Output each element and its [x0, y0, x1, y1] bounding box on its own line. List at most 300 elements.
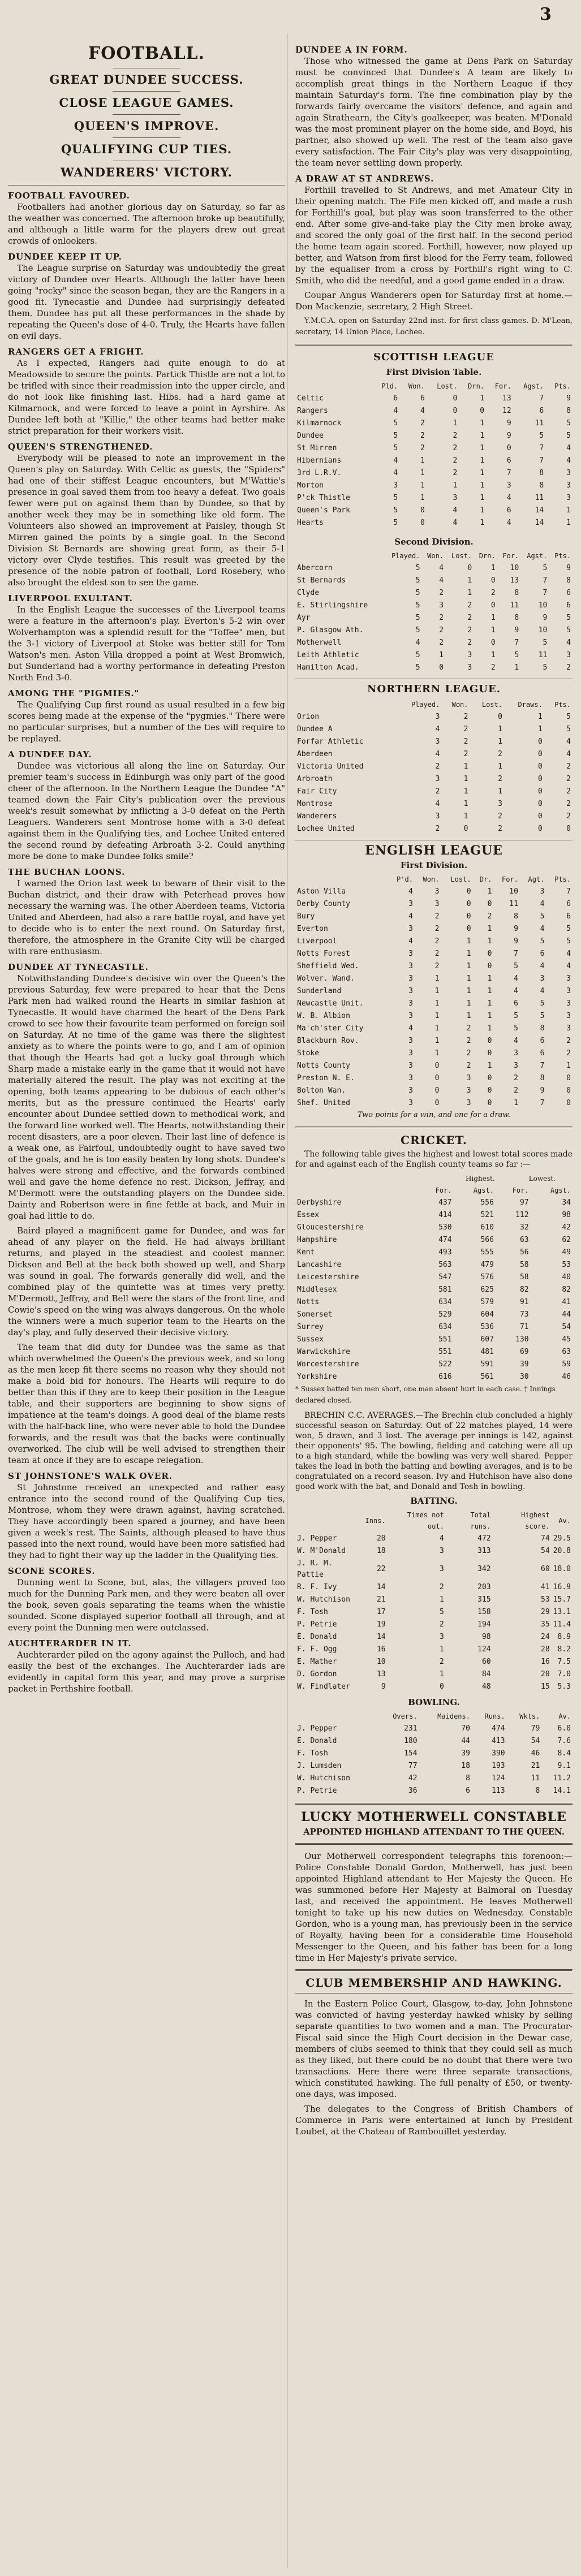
table-cell: Derby County: [297, 900, 350, 908]
table-header-cell: Pts.: [554, 701, 571, 709]
section-title: FOOTBALL FAVOURED.: [8, 191, 131, 201]
table-cell: 77: [408, 1762, 418, 1770]
table-cell: 54: [562, 1323, 571, 1331]
table-row: [295, 1309, 573, 1321]
table-cell: 20: [541, 1670, 550, 1679]
table-cell: Notts County: [297, 1062, 350, 1070]
table-cell: 1: [434, 1024, 440, 1033]
table-cell: 579: [480, 1298, 494, 1306]
table-cell: 625: [480, 1285, 494, 1294]
table-cell: 1: [466, 999, 471, 1008]
table-cell: 5: [540, 1012, 545, 1020]
table-cell: 5: [566, 925, 571, 933]
table-cell: 7: [539, 394, 544, 403]
table-cell: 1: [463, 787, 468, 796]
constable-text: Our Motherwell correspondent telegraphs this forenoon:—Police Constable Donald Gordon, Motherwell, has just been appointed Highland attendant to Her Majesty the Queen. He was summoned before Her Majesty at Balmoral on Tuesday last, and received the appointment. He leaves Motherwell tonight to take up his new duties on Wednesday. Constable Gordon, who is a young man, has previously been in the service of Royalty, having been for a considerable time Household Messenger to the Queen, and his father has been for a long time in Her Majesty's private service.: [295, 1851, 573, 1963]
table-cell: Warwickshire: [297, 1348, 350, 1356]
section-title: DUNDEE AT TYNECASTLE.: [8, 962, 149, 972]
table-cell: Hampshire: [297, 1236, 337, 1244]
table-cell: 0: [463, 825, 468, 833]
table-row: [295, 1010, 573, 1022]
table-row: [295, 810, 573, 823]
table-cell: 40: [562, 1273, 571, 1281]
table-cell: 2: [420, 419, 425, 428]
highest-header: Highest.: [466, 1175, 495, 1183]
table-cell: 0: [566, 1099, 571, 1107]
table-cell: 0: [434, 1074, 440, 1082]
table-cell: 154: [404, 1749, 418, 1758]
table-cell: 4: [566, 737, 571, 746]
table-cell: 49: [562, 1248, 571, 1257]
table-cell: 18: [461, 1762, 470, 1770]
table-header-cell: Pts.: [554, 875, 571, 883]
section-text: Notwithstanding Dundee's decisive win over the Queen's the previous Saturday, few were prepared to hear that the Dens Park men had walked round the Hearts in similar fashion at Tynecastle. It would have charmed the heart of the Dens Park crowd to see how their favourite team performed on foreign soil on Saturday. At no time of the game was there the slightest anxiety as to where the points were to go, and I am of opinion that though the Hearts had got a lucky goal through which Sharp made a mistake early in the game that it would not have materially altered the result. The play was not exciting at the opening, both teams appearing to be dubious of each other's merits, but as the pressure continued the Hearts' early encounter about Dundee settled down to methodical work, and the forward line worked well. The Hearts, notwithstanding their recent disasters, are a poor eleven. Their last line of defence is a weak one, as Fairfoul, undoubtedly ought to have saved two of the goals, and he is too easily beaten by long shots. Dundee's halves were strong and effective, and the forwards combined well and gave the home defence no rest. Dickson, Jeffray, and M'Dermott were the outstanding players on the Dundee side. Dainty and Robertson were in fine fettle at back, and Muir in goal had little to do.: [8, 973, 285, 1221]
table-cell: P'ck Thistle: [297, 494, 350, 502]
table-cell: 0: [487, 1037, 492, 1045]
table-header-cell: Won.: [408, 382, 425, 390]
table-cell: 3: [566, 1012, 571, 1020]
table-cell: 4: [566, 444, 571, 452]
table-header-row: [295, 698, 573, 711]
table-cell: W. M'Donald: [297, 1547, 346, 1555]
table-header-cell: Highest score.: [521, 1511, 550, 1530]
table-cell: 71: [519, 1323, 529, 1331]
table-cell: 79: [531, 1724, 540, 1733]
northern-league-table: [295, 698, 573, 835]
table-cell: 4: [435, 800, 440, 808]
table-row: [295, 1772, 573, 1785]
table-cell: 0: [466, 887, 471, 896]
section-rule: [295, 1993, 573, 1994]
table-cell: 9: [506, 432, 511, 440]
left-column: [8, 40, 285, 1698]
table-cell: 2: [420, 432, 425, 440]
article-section: [8, 1565, 285, 1633]
table-cell: Aston Villa: [297, 887, 346, 896]
table-row: [295, 624, 573, 637]
right-column: [295, 40, 573, 2141]
table-cell: E. Mather: [297, 1658, 337, 1666]
table-cell: 5: [415, 614, 420, 622]
table-header-cell: Pts.: [554, 382, 571, 390]
table-row: [295, 1581, 573, 1594]
table-cell: Kilmarnock: [297, 419, 342, 428]
table-cell: 5: [439, 1608, 444, 1616]
table-cell: J. Lumsden: [297, 1762, 342, 1770]
table-cell: 203: [477, 1583, 491, 1591]
table-cell: 19: [376, 1620, 386, 1629]
table-cell: 581: [438, 1285, 452, 1294]
table-row: [295, 392, 573, 405]
table-cell: 4: [540, 925, 545, 933]
table-cell: 3: [453, 494, 458, 502]
table-cell: 1: [566, 506, 571, 515]
table-header-cell: [295, 1509, 364, 1533]
table-cell: Bury: [297, 912, 315, 921]
table-cell: 13: [510, 576, 519, 585]
table-cell: 4: [415, 638, 420, 647]
table-cell: 5: [415, 576, 420, 585]
table-cell: 5: [393, 444, 398, 452]
table-cell: 0: [538, 825, 543, 833]
table-cell: 2: [434, 925, 440, 933]
table-cell: 2: [439, 614, 444, 622]
table-cell: 62: [562, 1236, 571, 1244]
table-cell: 7: [540, 1062, 545, 1070]
table-cell: 54: [541, 1547, 550, 1555]
table-cell: 2: [467, 614, 472, 622]
table-row: [295, 599, 573, 612]
table-cell: 2: [487, 912, 492, 921]
table-cell: 4: [439, 1534, 444, 1543]
table-cell: 0: [490, 601, 496, 610]
table-cell: 4: [566, 638, 571, 647]
table-cell: 7: [539, 444, 544, 452]
section-title: RANGERS GET A FRIGHT.: [8, 347, 144, 357]
headline-rule: [113, 91, 180, 92]
table-row: [295, 923, 573, 935]
table-row: [295, 1747, 573, 1760]
table-cell: 0: [487, 1049, 492, 1058]
table-header-cell: [295, 873, 388, 886]
table-cell: 3: [566, 999, 571, 1008]
table-cell: 1: [487, 974, 492, 983]
table-cell: 3: [408, 1086, 413, 1095]
table-header-cell: Agst.: [527, 552, 548, 560]
table-cell: 4: [435, 750, 440, 758]
northern-league-title: NORTHERN LEAGUE.: [367, 683, 501, 695]
table-cell: 2: [467, 601, 472, 610]
table-cell: 1: [420, 456, 425, 465]
table-cell: Orion: [297, 713, 320, 721]
table-cell: 3: [439, 1565, 444, 1573]
table-cell: 194: [477, 1620, 491, 1629]
table-cell: Sussex: [297, 1335, 324, 1344]
table-cell: 591: [480, 1360, 494, 1369]
table-cell: 6: [540, 1049, 545, 1058]
section-title: A DUNDEE DAY.: [8, 749, 92, 760]
constable-subtitle: APPOINTED HIGHLAND ATTENDANT TO THE QUEEN.: [303, 1827, 565, 1837]
table-cell: 98: [481, 1633, 491, 1641]
table-cell: 313: [477, 1547, 491, 1555]
table-cell: Essex: [297, 1211, 320, 1219]
table-cell: 3: [466, 1099, 471, 1107]
table-cell: 0: [467, 564, 472, 572]
table-cell: Lancashire: [297, 1261, 342, 1269]
table-cell: 530: [438, 1223, 452, 1232]
batting-table: [295, 1509, 573, 1693]
article-section: [8, 251, 285, 342]
table-row: [295, 1197, 573, 1209]
lowest-header: Lowest.: [528, 1175, 556, 1183]
table-cell: D. Gordon: [297, 1670, 337, 1679]
table-row: [295, 1097, 573, 1110]
table-cell: 4: [566, 962, 571, 970]
table-cell: 14: [535, 506, 544, 515]
table-cell: Bolton Wan.: [297, 1086, 346, 1095]
table-cell: Morton: [297, 481, 324, 490]
table-cell: 1: [420, 469, 425, 477]
table-row: [295, 575, 573, 587]
section-text: St Johnstone received an unexpected and rather easy entrance into the second round of the Qualifying Cup ties, Montrose, whom they were drawn against, having scratched. They have accordingly been spared a journey, and have been given a week's rest. The Saints, although pleased to have thus passed into the next round, would have been more satisfied had they had to fight their way up the ladder in the Qualifying ties.: [8, 1482, 285, 1560]
table-cell: 0: [490, 638, 496, 647]
headline-rule: [113, 137, 180, 138]
table-header-cell: Played.: [411, 701, 440, 709]
table-cell: 5: [543, 663, 548, 672]
table-row: [295, 736, 573, 748]
table-cell: 4: [408, 887, 413, 896]
section-text: Forthill travelled to St Andrews, and met Amateur City in their opening match. The Fife men kicked off, and made a rush for Forthill's goal, but play was soon transferred to the other end. After some give-and-take play the City men broke away, and scored the only goal of the first half. In the second period the home team again scored. Forthill, however, now played up better, and Watson from first blood for the Ferry team, followed by the equaliser from a cross by Forthill's right wing to C. Smith, who did the needful, and a good game ended in a draw.: [295, 185, 573, 286]
table-cell: 5: [393, 494, 398, 502]
table-header-cell: Won.: [423, 875, 440, 883]
table-header-cell: [295, 1710, 378, 1723]
english-league-table: [295, 873, 573, 1110]
table-cell: 2: [466, 1024, 471, 1033]
table-cell: 5: [540, 999, 545, 1008]
bowling-table: [295, 1710, 573, 1797]
table-cell: 24: [541, 1633, 550, 1641]
table-cell: 2: [434, 950, 440, 958]
table-cell: 472: [477, 1534, 491, 1543]
table-row: [295, 973, 573, 985]
headline-wanderers: WANDERERS' VICTORY.: [61, 165, 233, 179]
table-header-cell: For.: [494, 382, 511, 390]
table-row: [295, 711, 573, 723]
table-row: [295, 492, 573, 504]
table-cell: 6: [540, 1037, 545, 1045]
table-cell: 2: [490, 589, 496, 597]
table-row: [295, 1346, 573, 1358]
table-cell: 1: [466, 974, 471, 983]
table-cell: 1: [490, 651, 496, 659]
constable-article: [295, 1803, 573, 1845]
table-cell: 1: [480, 456, 485, 465]
table-cell: 2: [467, 626, 472, 635]
table-cell: Dundee: [297, 432, 324, 440]
table-row: [295, 1619, 573, 1631]
table-cell: 563: [438, 1261, 452, 1269]
table-cell: 11.4: [553, 1620, 571, 1629]
table-cell: 158: [477, 1608, 491, 1616]
table-cell: 2: [435, 762, 440, 771]
table-cell: 3: [439, 601, 444, 610]
table-cell: P. Petrie: [297, 1620, 337, 1629]
table-cell: 1: [480, 506, 485, 515]
table-cell: 8: [466, 1774, 470, 1783]
table-row: [295, 1358, 573, 1371]
table-cell: 56: [519, 1248, 529, 1257]
table-cell: 2: [453, 469, 458, 477]
table-cell: 2: [498, 750, 502, 758]
table-row: [295, 480, 573, 492]
table-cell: 29.5: [553, 1534, 571, 1543]
table-cell: 522: [438, 1360, 452, 1369]
table-cell: 113: [492, 1787, 505, 1795]
table-header-cell: P'd.: [397, 875, 413, 883]
table-cell: 5: [566, 614, 571, 622]
table-cell: 7.0: [557, 1670, 571, 1679]
table-cell: 5: [566, 937, 571, 946]
table-cell: 3: [408, 987, 413, 995]
table-cell: 0: [566, 1086, 571, 1095]
table-cell: 11: [531, 1774, 540, 1783]
article-section: [8, 441, 285, 588]
table-cell: 2: [566, 1049, 571, 1058]
table-cell: 3: [408, 1049, 413, 1058]
section-title: SCONE SCORES.: [8, 1566, 96, 1576]
table-cell: 20.8: [553, 1547, 571, 1555]
table-cell: 30: [519, 1373, 529, 1381]
table-row: [295, 798, 573, 810]
table-cell: J. Pepper: [297, 1534, 337, 1543]
table-cell: 7: [514, 638, 519, 647]
table-cell: 3rd L.R.V.: [297, 469, 342, 477]
table-cell: 28: [541, 1645, 550, 1654]
table-cell: 7: [543, 589, 548, 597]
table-cell: Shef. United: [297, 1099, 350, 1107]
table-cell: 5: [514, 651, 519, 659]
table-cell: Forfar Athletic: [297, 737, 364, 746]
section-title: ST JOHNSTONE'S WALK OVER.: [8, 1471, 173, 1481]
table-cell: 5: [514, 1012, 518, 1020]
table-cell: 3: [435, 775, 440, 783]
table-cell: Leith Athletic: [297, 651, 359, 659]
table-cell: 6: [539, 407, 544, 415]
table-cell: 1: [466, 962, 471, 970]
table-header-cell: Maidens.: [437, 1712, 470, 1720]
table-row: [295, 1060, 573, 1072]
table-cell: 3: [408, 1099, 413, 1107]
table-cell: Gloucestershire: [297, 1223, 364, 1232]
table-cell: 566: [480, 1236, 494, 1244]
table-cell: 3: [435, 737, 440, 746]
table-cell: 1: [498, 762, 502, 771]
table-cell: 1: [420, 494, 425, 502]
table-cell: 1: [463, 812, 468, 821]
table-cell: 98: [562, 1211, 571, 1219]
table-cell: 11: [535, 494, 544, 502]
table-cell: 1: [434, 1037, 440, 1045]
table-cell: 29: [541, 1608, 550, 1616]
table-header-row: [295, 1710, 573, 1723]
table-cell: 561: [480, 1373, 494, 1381]
table-row: [295, 467, 573, 480]
table-cell: 70: [461, 1724, 470, 1733]
table-cell: 0: [538, 812, 543, 821]
table-cell: 124: [477, 1645, 491, 1654]
table-cell: 63: [562, 1348, 571, 1356]
table-cell: 0: [453, 394, 458, 403]
table-cell: 8: [514, 912, 518, 921]
table-header-cell: Agt.: [528, 875, 545, 883]
section-text: Auchterarder piled on the agony against the Pulloch, and had easily the best of the exchanges. The Auchterarder lads are evidently in capital form this year, and may prove a surprise packet in Perthshire football.: [8, 1650, 285, 1694]
table-cell: 14: [376, 1583, 386, 1591]
table-cell: 11.2: [553, 1774, 571, 1783]
table-cell: 5: [540, 912, 545, 921]
table-cell: 1: [480, 481, 485, 490]
table-cell: 73: [519, 1310, 529, 1319]
table-cell: 20: [376, 1534, 386, 1543]
table-cell: 13: [376, 1670, 386, 1679]
table-cell: 42: [408, 1774, 418, 1783]
table-cell: 8: [566, 407, 571, 415]
table-cell: 1: [498, 737, 502, 746]
table-cell: 9: [566, 394, 571, 403]
table-cell: 74: [541, 1534, 550, 1543]
table-cell: 18: [376, 1547, 386, 1555]
table-cell: 2: [434, 937, 440, 946]
table-cell: 3: [566, 974, 571, 983]
table-cell: 2: [498, 775, 502, 783]
table-cell: 390: [492, 1749, 505, 1758]
table-cell: 17: [376, 1608, 386, 1616]
table-cell: 1: [453, 419, 458, 428]
section-text: Everybody will be pleased to note an improvement in the Queen's play on Saturday. With Celtic as guests, the "Spiders" had one of their stiffest League encounters, but M'Wattie's presence in goal saved them from too heavy a defeat. Two goals fewer were put on against them than by Dundee, so that by another week they may be in something like old form. The Volunteers also showed an improvement at Paisley, though St Mirren gained the points by a single goal. In the Second Division St Bernards are showing great form, as their 5-1 victory over Clyde testifies. This result was greeted by the presence of the noble patron of football, Lord Rosebery, who also brought the eldest son to see the game.: [8, 453, 285, 588]
table-row: [295, 612, 573, 624]
table-cell: F. Tosh: [297, 1608, 328, 1616]
table-cell: 9: [514, 626, 519, 635]
table-header-cell: For.: [435, 1186, 452, 1194]
table-cell: E. Donald: [297, 1737, 337, 1745]
table-cell: 1: [480, 419, 485, 428]
table-cell: 18.0: [553, 1565, 571, 1573]
table-cell: 1: [480, 432, 485, 440]
table-cell: 5: [393, 506, 398, 515]
table-header-cell: Overs.: [393, 1712, 418, 1720]
table-cell: 1: [466, 950, 471, 958]
table-cell: 4: [566, 950, 571, 958]
table-cell: Fair City: [297, 787, 337, 796]
table-cell: 2: [566, 775, 571, 783]
table-cell: 634: [438, 1323, 452, 1331]
table-row: [295, 1656, 573, 1668]
table-cell: 6: [506, 506, 511, 515]
table-header-row: [295, 1509, 573, 1533]
table-cell: 8: [535, 1787, 540, 1795]
table-cell: 3: [466, 1074, 471, 1082]
table-cell: 3: [566, 481, 571, 490]
table-cell: 2: [439, 1658, 444, 1666]
table-cell: 6.0: [557, 1724, 571, 1733]
table-row: [295, 823, 573, 835]
table-cell: 1: [434, 999, 440, 1008]
table-cell: 2: [439, 626, 444, 635]
scottish-league-subtitle: First Division Table.: [386, 367, 482, 377]
table-cell: 2: [566, 812, 571, 821]
table-cell: 1: [487, 887, 492, 896]
table-cell: 4: [506, 494, 511, 502]
table-cell: 9: [543, 614, 548, 622]
table-cell: 82: [519, 1285, 529, 1294]
table-cell: E. Stirlingshire: [297, 601, 368, 610]
table-cell: Sheffield Wed.: [297, 962, 359, 970]
table-cell: 493: [438, 1248, 452, 1257]
table-cell: 0: [466, 925, 471, 933]
table-cell: 1: [480, 394, 485, 403]
table-cell: 3: [540, 887, 545, 896]
table-cell: 551: [438, 1348, 452, 1356]
table-cell: Liverpool: [297, 937, 337, 946]
table-row: [295, 886, 573, 898]
table-cell: J. Pepper: [297, 1724, 337, 1733]
table-cell: Somerset: [297, 1310, 333, 1319]
table-cell: 5: [540, 937, 545, 946]
table-cell: 4: [514, 974, 518, 983]
table-header-cell: Drn.: [479, 552, 496, 560]
table-header-cell: Total runs.: [470, 1511, 491, 1530]
table-cell: 60: [541, 1565, 550, 1573]
table-cell: 1: [487, 999, 492, 1008]
